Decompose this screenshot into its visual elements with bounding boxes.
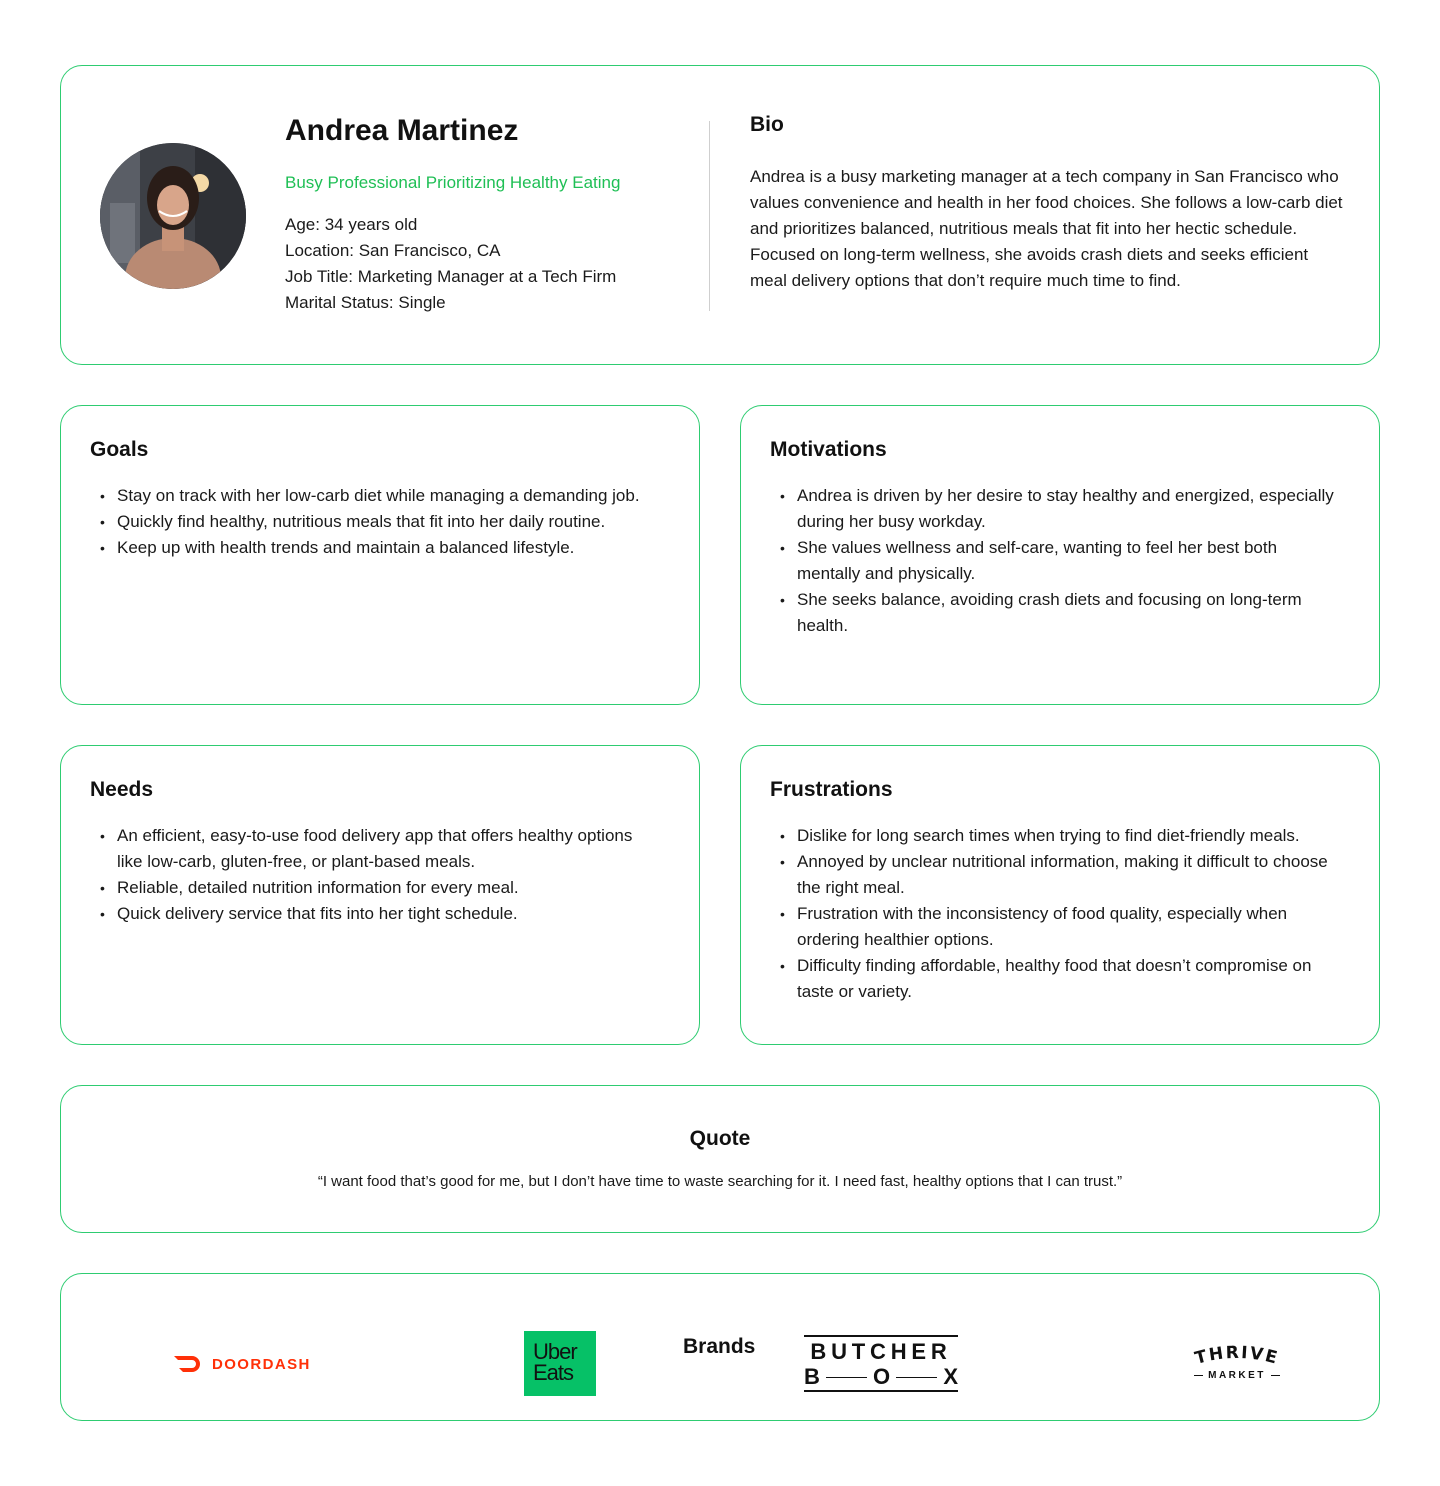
profile-age: Age: 34 years old [285,215,418,234]
doordash-icon [174,1355,204,1373]
butcherbox-logo [804,1335,958,1391]
motivations-list [770,483,1340,639]
list-item: • She seeks balance, avoiding crash diets and focusing on long-term health. [770,587,1340,639]
list-item: • Dislike for long search times when trying to find diet-friendly meals. [770,823,1350,849]
quote-card [60,1085,1380,1233]
thrive-market-subline [1187,1370,1287,1381]
thrive-market-text: MARKET [1208,1370,1266,1381]
bio-text: Andrea is a busy marketing manager at a tech company in San Francisco who values convenience and health in her food choices. She follows a low-carb diet and prioritizes balanced, nutritious meals that fit into her hectic schedule. Focused on long-term wellness, she avoids crash diets and seeks efficient meal delivery options that don’t require much time to find. [750,167,1343,290]
butcherbox-top-rule [804,1335,958,1337]
goals-heading: Goals [90,438,149,461]
brands-heading: Brands [683,1335,756,1358]
quote-heading: Quote [689,1127,751,1150]
thrive-arc-wordmark [1187,1344,1287,1368]
motivations-card [740,405,1380,705]
butcherbox-dash [896,1377,937,1378]
butcherbox-dash [826,1377,867,1378]
profile-marital-status: Marital Status: Single [285,293,446,312]
butcherbox-bottom-rule [804,1390,958,1392]
goals-list [90,483,650,561]
butcherbox-letter-b: B [804,1364,820,1389]
thrive-dash [1194,1375,1203,1377]
avatar [100,143,246,289]
profile-location: Location: San Francisco, CA [285,241,501,260]
profile-job-title: Job Title: Marketing Manager at a Tech Firm [285,267,617,286]
list-item: • An efficient, easy-to-use food delivery app that offers healthy options like low-carb, gluten-free, or plant-based meals. [90,823,650,875]
butcherbox-letter-o: O [873,1364,891,1389]
list-item: • Frustration with the inconsistency of food quality, especially when ordering healthier options. [770,901,1350,953]
profile-details [285,212,616,316]
butcherbox-line1: BUTCHER [810,1339,952,1364]
list-item: • Keep up with health trends and maintain a balanced lifestyle. [90,535,650,561]
list-item: • Andrea is driven by her desire to stay healthy and energized, especially during her busy workday. [770,483,1340,535]
motivations-heading: Motivations [770,438,887,461]
goals-card [60,405,700,705]
uber-eats-line1: Uber [533,1339,577,1364]
vertical-divider [709,121,710,311]
svg-text:THRIVE [1193,1344,1281,1368]
thrive-market-logo [1187,1344,1287,1384]
needs-list [90,823,650,927]
doordash-logo [174,1354,311,1374]
list-item: • Quickly find healthy, nutritious meals that fit into her daily routine. [90,509,650,535]
butcherbox-line2 [804,1365,958,1389]
doordash-wordmark: DOORDASH [212,1355,311,1373]
list-item: • Stay on track with her low-carb diet while managing a demanding job. [90,483,650,509]
frustrations-heading: Frustrations [770,778,893,801]
frustrations-list [770,823,1350,1005]
list-item: • Difficulty finding affordable, healthy food that doesn’t compromise on taste or variety. [770,953,1350,1005]
brands-card [60,1273,1380,1421]
thrive-wordmark: THRIVE [1192,1344,1282,1368]
needs-heading: Needs [90,778,154,801]
avatar-photo-icon [100,143,246,289]
profile-tagline: Busy Professional Prioritizing Healthy Eating [285,173,621,192]
frustrations-card [740,745,1380,1045]
list-item: • She values wellness and self-care, wanting to feel her best both mentally and physically. [770,535,1340,587]
list-item: • Annoyed by unclear nutritional information, making it difficult to choose the right meal. [770,849,1350,901]
profile-card [60,65,1380,365]
needs-card [60,745,700,1045]
profile-name: Andrea Martinez [285,114,519,147]
butcherbox-letter-x: X [943,1364,959,1389]
thrive-dash [1271,1375,1280,1377]
quote-text: “I want food that’s good for me, but I don’t have time to waste searching for it. I need fast, healthy options that I can trust.” [317,1173,1123,1190]
uber-eats-line2: Eats [533,1360,574,1385]
uber-eats-logo [524,1331,596,1396]
bio-heading: Bio [750,113,784,136]
list-item: • Reliable, detailed nutrition information for every meal. [90,875,650,901]
list-item: • Quick delivery service that fits into her tight schedule. [90,901,650,927]
